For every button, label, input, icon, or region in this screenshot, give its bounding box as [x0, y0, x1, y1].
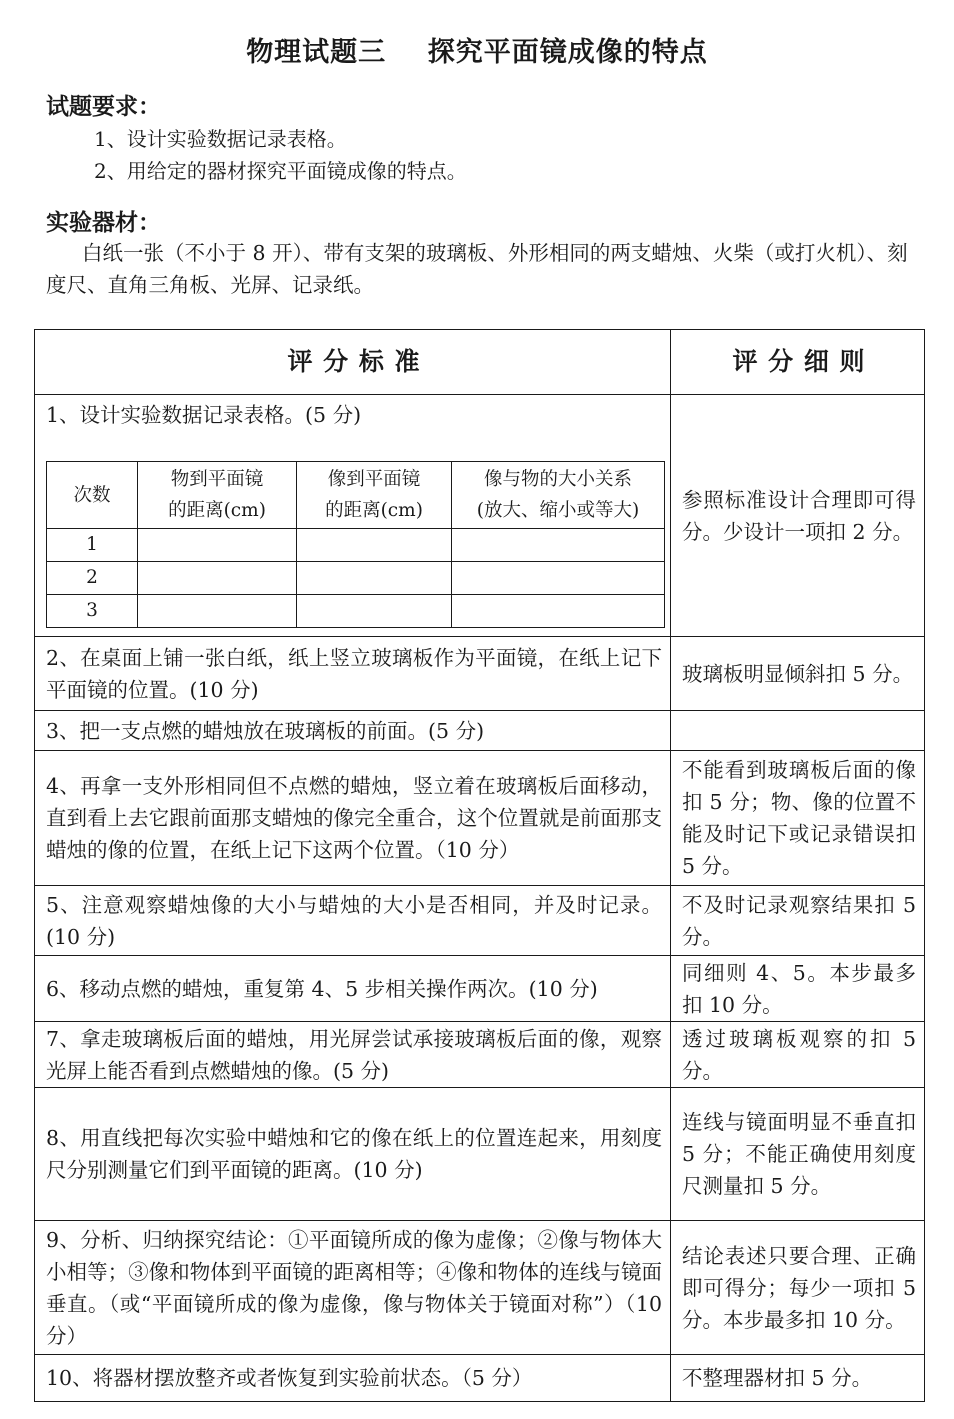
header-scoring-details: 评 分 细 则: [671, 330, 925, 395]
step-10-detail: 不整理器材扣 5 分。: [671, 1355, 925, 1402]
step-3-detail: [671, 711, 925, 751]
record-cell: [452, 595, 665, 628]
step-5-criteria: 5、注意观察蜡烛像的大小与蜡烛的大小是否相同，并及时记录。 (10 分): [35, 886, 671, 956]
record-row-index: 1: [47, 529, 138, 562]
requirements-heading: 试题要求：: [46, 94, 161, 120]
requirement-item-1: 1、设计实验数据记录表格。: [94, 127, 347, 151]
step-4-detail: 不能看到玻璃板后面的像扣 5 分；物、像的位置不能及时记下或记录错误扣 5 分。: [671, 751, 925, 886]
requirement-item-2: 2、用给定的器材探究平面镜成像的特点。: [94, 159, 467, 183]
step-3-criteria: 3、把一支点燃的蜡烛放在玻璃板的前面。(5 分): [35, 711, 671, 751]
step-5-detail: 不及时记录观察结果扣 5 分。: [671, 886, 925, 956]
record-cell: [138, 595, 297, 628]
step-7-criteria: 7、拿走玻璃板后面的蜡烛，用光屏尝试承接玻璃板后面的像，观察光屏上能否看到点燃蜡烛的像。(5 分): [35, 1022, 671, 1088]
step-8-criteria: 8、用直线把每次实验中蜡烛和它的像在纸上的位置连起来，用刻度尺分别测量它们到平面镜的距离。(10 分): [35, 1088, 671, 1221]
record-cell: [297, 595, 452, 628]
step-1-cell: [35, 395, 671, 637]
record-col-count: 次数: [47, 462, 138, 529]
step-9-criteria: 9、分析、归纳探究结论：①平面镜所成的像为虚像；②像与物体大小相等；③像和物体到平面镜的距离相等；④像和物体的连线与镜面垂直。（或“平面镜所成的像为虚像，像与物体关于镜面对称”）（10 分）: [35, 1221, 671, 1355]
step-2-criteria: 2、在桌面上铺一张白纸，纸上竖立玻璃板作为平面镜，在纸上记下平面镜的位置。(10 分): [35, 637, 671, 711]
step-8-detail: 连线与镜面明显不垂直扣 5 分；不能正确使用刻度尺测量扣 5 分。: [671, 1088, 925, 1221]
record-row: [47, 529, 665, 562]
record-col-size-relation: 像与物的大小关系 (放大、缩小或等大): [452, 462, 665, 529]
step-2-detail: 玻璃板明显倾斜扣 5 分。: [671, 637, 925, 711]
record-cell: [297, 562, 452, 595]
page-title: 物理试题三 探究平面镜成像的特点: [246, 37, 708, 68]
record-col-image-distance: 像到平面镜 的距离(cm): [297, 462, 452, 529]
step-4-criteria: 4、再拿一支外形相同但不点燃的蜡烛，竖立着在玻璃板后面移动，直到看上去它跟前面那支蜡烛的像完全重合，这个位置就是前面那支蜡烛的像的位置，在纸上记下这两个位置。（10 分）: [35, 751, 671, 886]
step-7-detail: 透过玻璃板观察的扣 5 分。: [671, 1022, 925, 1088]
record-cell: [452, 562, 665, 595]
record-cell: [138, 562, 297, 595]
step-6-criteria: 6、移动点燃的蜡烛，重复第 4、5 步相关操作两次。(10 分): [35, 956, 671, 1022]
record-row-index: 3: [47, 595, 138, 628]
step-9-detail: 结论表述只要合理、正确即可得分；每少一项扣 5 分。本步最多扣 10 分。: [671, 1221, 925, 1355]
record-cell: [452, 529, 665, 562]
record-col-object-distance: 物到平面镜 的距离(cm): [138, 462, 297, 529]
scoring-table: [34, 329, 925, 1402]
step-1-criteria: 1、设计实验数据记录表格。(5 分): [46, 403, 362, 427]
record-row: [47, 562, 665, 595]
materials-heading: 实验器材：: [46, 210, 161, 236]
record-cell: [297, 529, 452, 562]
record-row-index: 2: [47, 562, 138, 595]
materials-text: 白纸一张（不小于 8 开）、带有支架的玻璃板、外形相同的两支蜡烛、火柴（或打火机）、刻度尺、直角三角板、光屏、记录纸。: [46, 241, 908, 297]
step-1-detail: 参照标准设计合理即可得分。少设计一项扣 2 分。: [671, 395, 925, 637]
record-cell: [138, 529, 297, 562]
step-6-detail: 同细则 4、5。本步最多扣 10 分。: [671, 956, 925, 1022]
record-table: [46, 461, 665, 628]
header-scoring-criteria: 评 分 标 准: [35, 330, 671, 395]
step-10-criteria: 10、将器材摆放整齐或者恢复到实验前状态。（5 分）: [35, 1355, 671, 1402]
record-row: [47, 595, 665, 628]
